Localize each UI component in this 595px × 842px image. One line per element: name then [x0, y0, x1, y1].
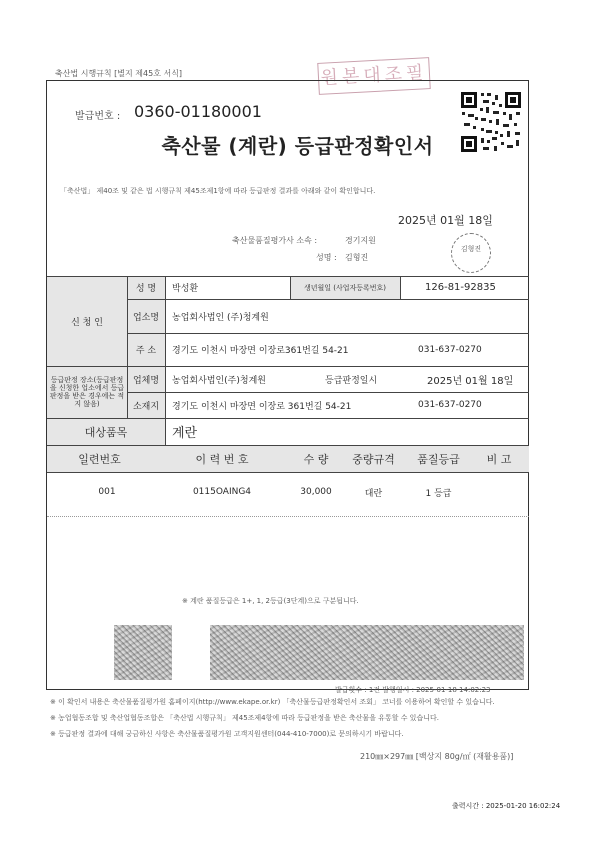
grading-date: 2025년 01월 18일 [427, 375, 514, 387]
note-1: ※ 이 확인서 내용은 축산물품질평가원 홈페이지(http://www.ekape.or.kr) 「축산물등급판정확인서 조회」 코너를 이용하여 확인할 수 있습니다. [50, 698, 495, 706]
form-reference: 축산법 시행규칙 [별지 제45호 서식] [55, 69, 183, 78]
address-label: 주 소 [135, 346, 157, 356]
business-number: 126-81-92835 [425, 282, 496, 293]
grading-location: 경기도 이천시 마장면 이장로 361번길 54-21 [172, 401, 352, 412]
header-remarks: 비 고 [486, 452, 512, 466]
issue-count-time: 발급횟수 : 1건 발행일시 : 2025-01-18 14:02:23 [335, 686, 491, 694]
paper-size: 210㎜×297㎜ [백상지 80g/㎡ (재활용품)] [360, 752, 514, 761]
item-value: 계란 [172, 426, 198, 441]
applicant-name: 박성환 [172, 284, 199, 294]
grade-note: ※ 계란 품질등급은 1+, 1, 2등급(3단계)으로 구분됩니다. [182, 597, 359, 605]
row-serial: 001 [98, 487, 116, 497]
company-label: 업소명 [132, 312, 160, 323]
grader-org-label: 축산물품질평가사 소속 : [232, 236, 318, 245]
header-serial: 일련번호 [78, 452, 121, 466]
row-trace-number: 0115OAING4 [192, 487, 252, 497]
issue-number: 0360-01180001 [134, 102, 262, 121]
grader-seal [451, 233, 491, 273]
header-weight-spec: 중량규격 [352, 452, 395, 466]
grader-name: 김형진 [345, 253, 369, 262]
row-quality-grade: 1 등급 [425, 488, 452, 499]
issue-date: 2025년 01월 18일 [398, 214, 493, 227]
row-quantity: 30,000 [300, 487, 332, 497]
issue-number-label: 발급번호 : [75, 111, 121, 122]
stamp-text: 원본대조필 [320, 62, 428, 89]
row-weight-spec: 대란 [364, 488, 383, 499]
grading-date-label: 등급판정일시 [325, 375, 378, 386]
intro-text: 「축산법」 제40조 및 같은 법 시행규칙 제45조제1항에 따라 등급판정 결과를 아래와 같이 확인합니다. [60, 187, 376, 195]
grading-place-group-label: 등급판정 장소(등급판정을 신청한 업소에서 등급판정을 받은 경우에는 적지 않음) [49, 376, 125, 408]
row-remarks [470, 482, 528, 502]
applicant-address: 경기도 이천시 마장면 이장로361번길 54-21 [172, 346, 349, 356]
grader-org: 경기지원 [345, 236, 376, 245]
applicant-group-label: 신 청 인 [71, 317, 103, 328]
grading-company: 농업회사법인(주)청계원 [172, 375, 266, 386]
redacted-image [114, 625, 172, 680]
item-label: 대상품목 [84, 425, 128, 439]
header-quality-grade: 품질등급 [417, 452, 460, 466]
document-title: 축산물 (계란) 등급판정확인서 [161, 134, 434, 158]
seal-text: 김형진 [460, 245, 482, 253]
grading-phone: 031-637-0270 [418, 400, 482, 410]
note-3: ※ 등급판정 결과에 대해 궁금하신 사항은 축산물품질평가원 고객지원센터(044-410-7000)로 문의하시기 바랍니다. [50, 730, 404, 738]
name-label: 성 명 [135, 284, 157, 294]
applicant-company: 농업회사법인 (주)청계원 [172, 312, 269, 323]
grader-name-label: 성명 : [316, 253, 337, 262]
grading-company-label: 업체명 [132, 375, 160, 386]
applicant-phone: 031-637-0270 [418, 344, 482, 355]
header-quantity: 수 량 [303, 452, 329, 466]
header-trace-number: 이 력 번 호 [195, 452, 249, 466]
birth-label: 생년월일 (사업자등록번호) [303, 283, 387, 292]
redacted-barcode [210, 625, 524, 680]
grading-location-label: 소재지 [132, 401, 160, 412]
print-time: 출력시간 : 2025-01-20 16:02:24 [452, 802, 561, 810]
note-2: ※ 농업협동조합 및 축산업협동조합은 「축산법 시행규칙」 제45조제4항에 따라 등급판정을 받은 축산물을 유통할 수 있습니다. [50, 714, 439, 722]
